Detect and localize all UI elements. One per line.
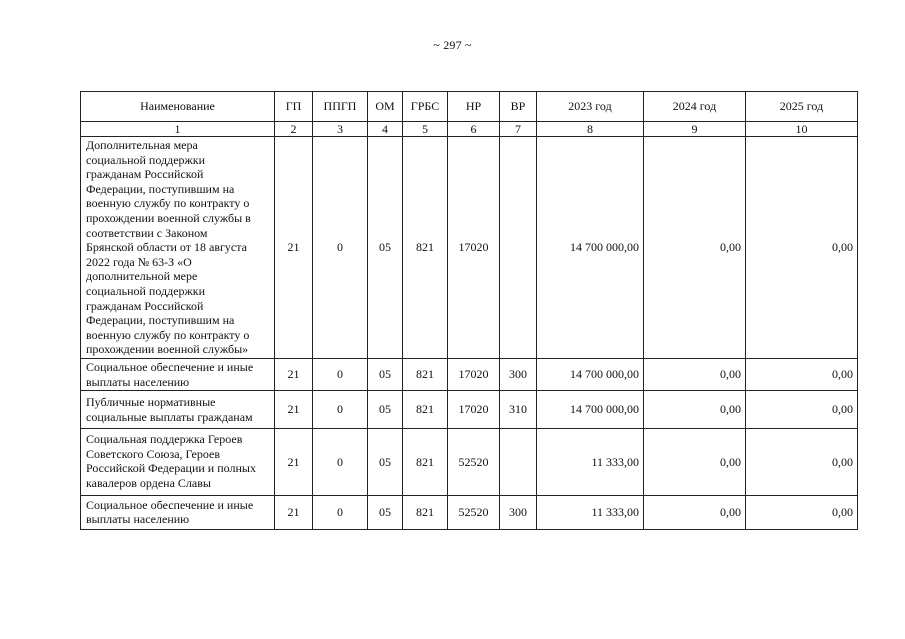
column-number: 1: [81, 122, 275, 137]
row-2024: 0,00: [644, 358, 746, 390]
column-number: 6: [448, 122, 500, 137]
row-2023: 11 333,00: [537, 429, 644, 495]
column-number: 9: [644, 122, 746, 137]
row-nr: 52520: [448, 495, 500, 529]
row-nr: 17020: [448, 391, 500, 429]
row-nr: 52520: [448, 429, 500, 495]
row-grbs: 821: [403, 495, 448, 529]
row-vr: [500, 429, 537, 495]
row-om: 05: [368, 137, 403, 359]
row-vr: 300: [500, 495, 537, 529]
row-om: 05: [368, 429, 403, 495]
row-om: 05: [368, 495, 403, 529]
row-vr: [500, 137, 537, 359]
header-name: Наименование: [81, 92, 275, 122]
row-2025: 0,00: [746, 495, 858, 529]
row-name: Социальная поддержка Героев Советского Союза, Героев Российской Федерации и полных кавалеров ордена Славы: [81, 429, 275, 495]
header-om: ОМ: [368, 92, 403, 122]
row-grbs: 821: [403, 429, 448, 495]
row-grbs: 821: [403, 358, 448, 390]
row-vr: 300: [500, 358, 537, 390]
row-name: Социальное обеспечение и иные выплаты населению: [81, 358, 275, 390]
row-2024: 0,00: [644, 429, 746, 495]
row-nr: 17020: [448, 137, 500, 359]
row-2025: 0,00: [746, 358, 858, 390]
header-nr: НР: [448, 92, 500, 122]
row-2023: 14 700 000,00: [537, 358, 644, 390]
row-gp: 21: [275, 137, 313, 359]
column-number: 8: [537, 122, 644, 137]
row-gp: 21: [275, 358, 313, 390]
row-ppgp: 0: [313, 137, 368, 359]
table-row: [81, 429, 858, 495]
table-row: [81, 391, 858, 429]
row-2024: 0,00: [644, 137, 746, 359]
row-name: Публичные нормативные социальные выплаты гражданам: [81, 391, 275, 429]
column-number: 3: [313, 122, 368, 137]
row-2023: 14 700 000,00: [537, 137, 644, 359]
row-2023: 14 700 000,00: [537, 391, 644, 429]
table-row: [81, 495, 858, 529]
header-2024: 2024 год: [644, 92, 746, 122]
row-gp: 21: [275, 429, 313, 495]
row-om: 05: [368, 358, 403, 390]
page-number: ~ 297 ~: [433, 38, 472, 52]
header-gp: ГП: [275, 92, 313, 122]
row-ppgp: 0: [313, 495, 368, 529]
row-2025: 0,00: [746, 137, 858, 359]
row-ppgp: 0: [313, 358, 368, 390]
row-2023: 11 333,00: [537, 495, 644, 529]
row-grbs: 821: [403, 391, 448, 429]
row-grbs: 821: [403, 137, 448, 359]
budget-table: [80, 91, 858, 530]
row-name: Социальное обеспечение и иные выплаты населению: [81, 495, 275, 529]
row-om: 05: [368, 391, 403, 429]
column-number: 4: [368, 122, 403, 137]
column-number: 2: [275, 122, 313, 137]
row-name: Дополнительная мера социальной поддержки гражданам Российской Федерации, поступившим на военную службу по контракту о прохождении военной службы в соответствии с Законом Брянской области от 18 августа 2022 года № 63-З «О дополнительной мере социальной поддержки гражданам Российской Федерации, поступившим на военную службу по контракту о прохождении военной службы»: [81, 137, 275, 359]
row-2024: 0,00: [644, 391, 746, 429]
table-row: [81, 137, 858, 359]
header-grbs: ГРБС: [403, 92, 448, 122]
header-row: [81, 92, 858, 122]
header-2025: 2025 год: [746, 92, 858, 122]
row-2025: 0,00: [746, 429, 858, 495]
row-gp: 21: [275, 495, 313, 529]
row-2025: 0,00: [746, 391, 858, 429]
column-number: 5: [403, 122, 448, 137]
row-gp: 21: [275, 391, 313, 429]
header-ppgp: ППГП: [313, 92, 368, 122]
column-number-row: [81, 122, 858, 137]
row-ppgp: 0: [313, 391, 368, 429]
column-number: 7: [500, 122, 537, 137]
row-nr: 17020: [448, 358, 500, 390]
header-vr: ВР: [500, 92, 537, 122]
header-2023: 2023 год: [537, 92, 644, 122]
row-2024: 0,00: [644, 495, 746, 529]
row-ppgp: 0: [313, 429, 368, 495]
column-number: 10: [746, 122, 858, 137]
row-vr: 310: [500, 391, 537, 429]
table-row: [81, 358, 858, 390]
